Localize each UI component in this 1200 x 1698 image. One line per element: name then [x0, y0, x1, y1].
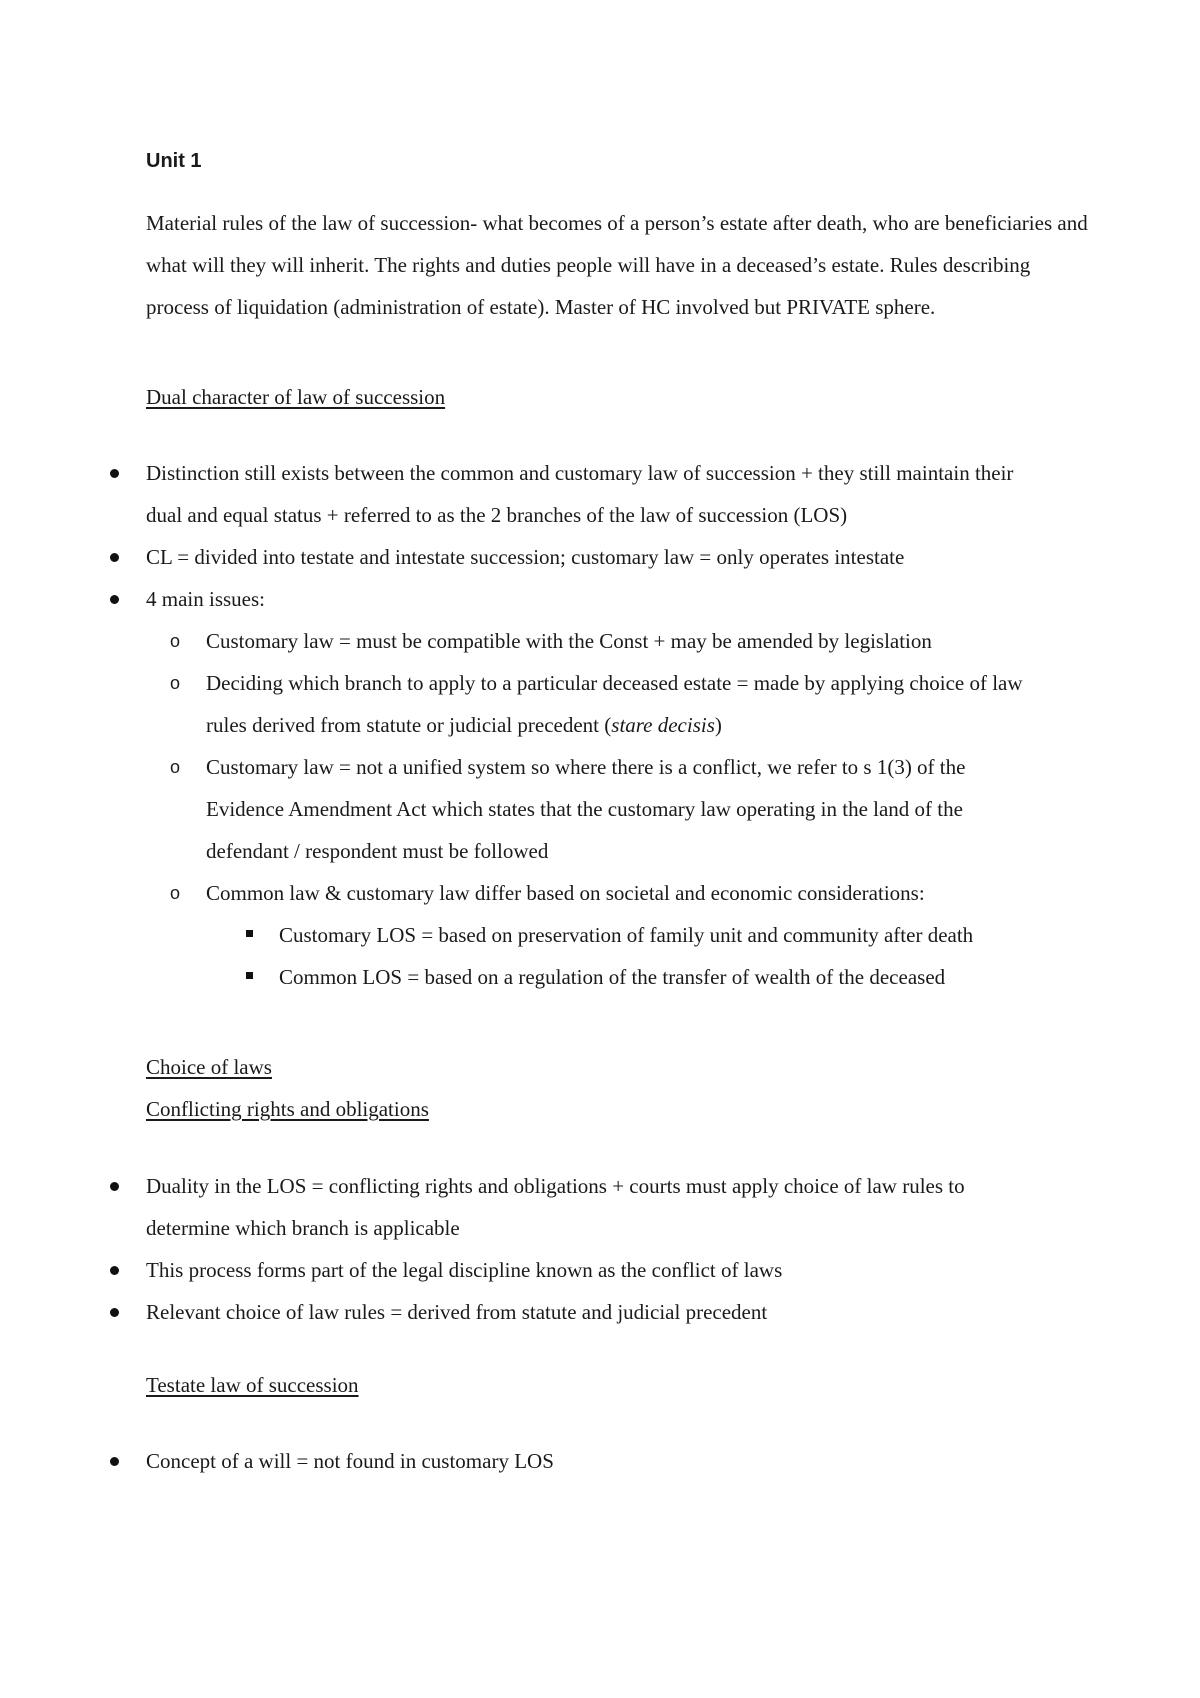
- page-title: Unit 1: [146, 150, 202, 172]
- circle-bullet-icon: o: [170, 631, 181, 651]
- list-item: [0, 1291, 1120, 1333]
- bullet-icon: [110, 1308, 119, 1317]
- list-item-text: CL = divided into testate and intestate succession; customary law = only operates intestate: [146, 545, 905, 569]
- dual-character-list: [0, 452, 1120, 998]
- circle-bullet-icon: o: [170, 883, 181, 903]
- list-item: [0, 452, 1026, 536]
- list-item: [0, 578, 1120, 620]
- section-heading-conflicting-rights: Conflicting rights and obligations: [146, 1097, 429, 1121]
- section-heading-testate: Testate law of succession: [146, 1373, 359, 1397]
- sub-list-item: [0, 620, 1120, 662]
- list-item-text: 4 main issues:: [146, 587, 265, 611]
- list-item-text: Customary law = must be compatible with the Const + may be amended by legislation: [206, 629, 932, 653]
- list-item: [0, 536, 1120, 578]
- bullet-icon: [110, 553, 119, 562]
- bullet-icon: [110, 595, 119, 604]
- sub-sub-list-item: [0, 956, 1120, 998]
- square-bullet-icon: [246, 972, 253, 979]
- list-item: [0, 1249, 1120, 1291]
- section-heading-dual-character: Dual character of law of succession: [146, 385, 446, 409]
- sub-list-item: [0, 872, 1120, 914]
- circle-bullet-icon: o: [170, 757, 181, 777]
- bullet-icon: [110, 1457, 119, 1466]
- intro-paragraph: Material rules of the law of succession- what becomes of a person’s estate after death, who are beneficiaries and what will they will inherit. The rights and duties people will have in a deceased’s estate. Rules describing process of liquidation (administration of estate). Master of HC involved but PRIVATE sphere.: [146, 211, 1088, 319]
- list-item-text: Distinction still exists between the common and customary law of succession + they still maintain their dual and equal status + referred to as the 2 branches of the law of succession (LOS): [146, 461, 1014, 527]
- sub-list-item: [0, 662, 1036, 746]
- testate-list: [0, 1440, 1120, 1482]
- list-item-text: Concept of a will = not found in customary LOS: [146, 1449, 554, 1473]
- bullet-icon: [110, 1266, 119, 1275]
- list-item-text: Common LOS = based on a regulation of the transfer of wealth of the deceased: [279, 965, 946, 989]
- bullet-icon: [110, 1182, 119, 1191]
- list-item-text: Customary LOS = based on preservation of family unit and community after death: [279, 923, 974, 947]
- list-item-text: Relevant choice of law rules = derived from statute and judicial precedent: [146, 1300, 768, 1324]
- bullet-icon: [110, 469, 119, 478]
- list-item-text: Common law & customary law differ based on societal and economic considerations:: [206, 881, 925, 905]
- circle-bullet-icon: o: [170, 673, 181, 693]
- sub-list-item: [0, 746, 1026, 872]
- list-item-text: This process forms part of the legal discipline known as the conflict of laws: [146, 1258, 783, 1282]
- list-item-text: Deciding which branch to apply to a particular deceased estate = made by applying choice of law rules derived from statute or judicial precedent (stare decisis): [206, 671, 1023, 737]
- choice-of-laws-list: [0, 1165, 1120, 1333]
- square-bullet-icon: [246, 930, 253, 937]
- section-heading-choice-of-laws: Choice of laws: [146, 1055, 272, 1079]
- italic-term: stare decisis: [611, 713, 715, 737]
- list-item: [0, 1165, 1006, 1249]
- list-item: [0, 1440, 1120, 1482]
- sub-sub-list-item: [0, 914, 1120, 956]
- list-item-text: Duality in the LOS = conflicting rights and obligations + courts must apply choice of law rules to determine which branch is applicable: [146, 1174, 965, 1240]
- list-item-text: Customary law = not a unified system so where there is a conflict, we refer to s 1(3) of the Evidence Amendment Act which states that the customary law operating in the land of the defendant / respondent must be followed: [206, 755, 966, 863]
